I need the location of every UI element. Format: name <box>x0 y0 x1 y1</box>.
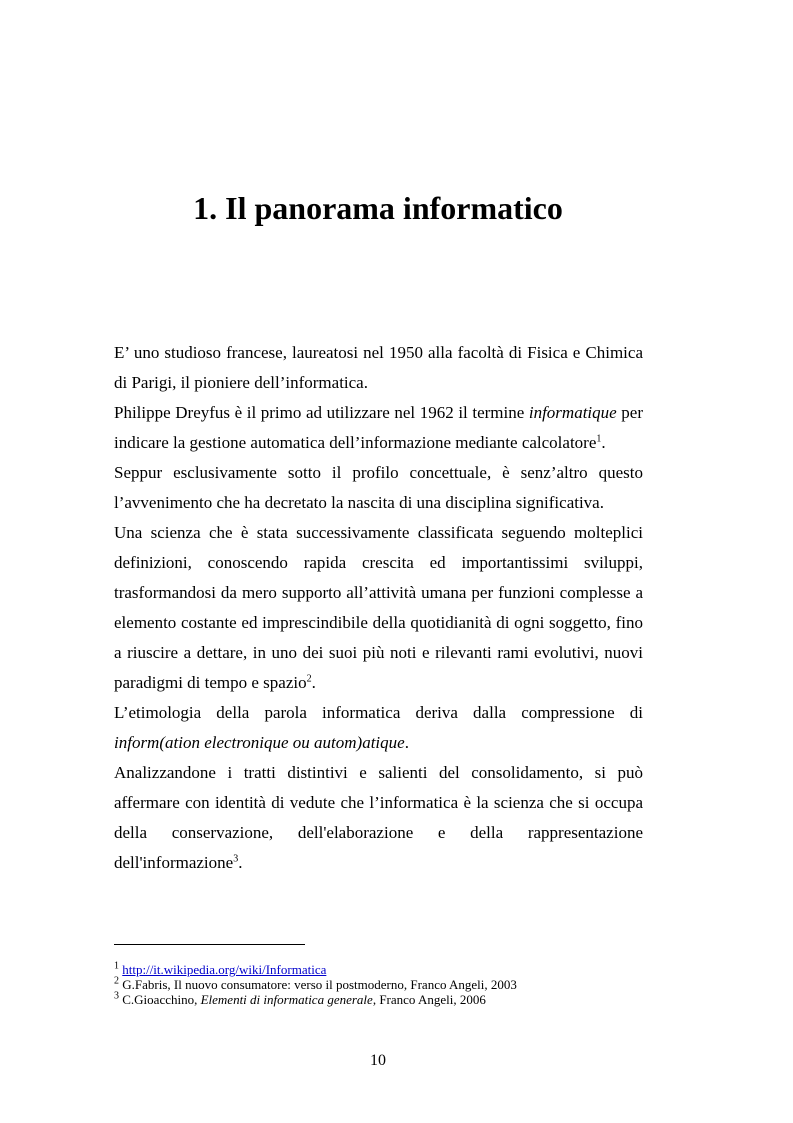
paragraph-6-last-line <box>114 848 643 878</box>
paragraph-5-text: L’etimologia della parola informatica deriva dalla compressione di <box>114 703 643 722</box>
paragraph-4-text: Una scienza che è stata successivamente classificata seguendo molteplici definizioni, conoscendo rapida crescita ed importantissimi sviluppi, trasformandosi da mero supporto all’attività umana per funzioni complesse a elemento costante ed imprescindibile della quotidianità di ogni soggetto, fino a riuscire a dettare, in uno dei suoi più noti e rilevanti rami evolutivi, nuovi paradigmi di tempo e spazio <box>114 523 643 692</box>
paragraph-2 <box>114 398 643 458</box>
footnote-2-number: 2 <box>114 975 119 987</box>
footnote-ref-3[interactable]: 3 <box>233 853 239 865</box>
paragraph-6: Analizzandone i tratti distintivi e salienti del consolidamento, si può affermare con identità di vedute che l’informatica è la scienza che si occupa della conservazione, dell'elaborazione e della rappresentazione <box>114 763 643 842</box>
term-informatique: informatique <box>528 403 617 422</box>
footnote-ref-2[interactable]: 2 <box>306 673 312 685</box>
footnotes <box>114 962 674 1007</box>
paragraph-1: E’ uno studioso francese, laureatosi nel 1950 alla facoltà di Fisica e Chimica di Parigi, il pioniere dell’informatica. <box>114 343 643 392</box>
paragraph-2-end: . <box>601 433 606 452</box>
paragraph-4 <box>114 518 643 698</box>
paragraph-3: Seppur esclusivamente sotto il profilo concettuale, è senz’altro questo l’avvenimento che ha decretato la nascita di una disciplina significativa. <box>114 463 643 512</box>
paragraph-6-end: . <box>238 853 243 872</box>
paragraph-4-end: . <box>311 673 316 692</box>
paragraph-2-text-cont: per indicare la gestione automatica dell’informazione mediante calcolatore <box>114 403 643 452</box>
paragraph-5-end: . <box>404 733 409 752</box>
page-number: 10 <box>370 1052 386 1069</box>
paragraph-2-text: Philippe Dreyfus è il primo ad utilizzare nel 1962 il termine <box>114 403 529 422</box>
body-text <box>114 338 643 878</box>
footnote-ref-1[interactable]: 1 <box>596 433 602 445</box>
footnote-1 <box>114 962 674 977</box>
footnote-2 <box>114 977 674 992</box>
footnote-2-text: G.Fabris, Il nuovo consumatore: verso il postmoderno, Franco Angeli, 2003 <box>122 977 517 992</box>
footnote-separator <box>114 944 305 945</box>
footnote-3-number: 3 <box>114 990 119 1002</box>
paragraph-5 <box>114 698 643 758</box>
footnote-1-link[interactable]: http://it.wikipedia.org/wiki/Informatica <box>122 962 327 977</box>
footnote-3 <box>114 992 674 1007</box>
footnote-3-author: C.Gioacchino, <box>122 992 201 1007</box>
page-title: 1. Il panorama informatico <box>193 190 563 226</box>
footnote-3-book-title: Elementi di informatica generale <box>200 992 373 1007</box>
paragraph-6-text: dell'informazione <box>114 853 234 872</box>
footnote-3-publisher: , Franco Angeli, 2006 <box>372 992 486 1007</box>
etymology-italic: inform(ation electronique ou autom)atique <box>114 733 405 752</box>
footnote-1-number: 1 <box>114 960 119 972</box>
